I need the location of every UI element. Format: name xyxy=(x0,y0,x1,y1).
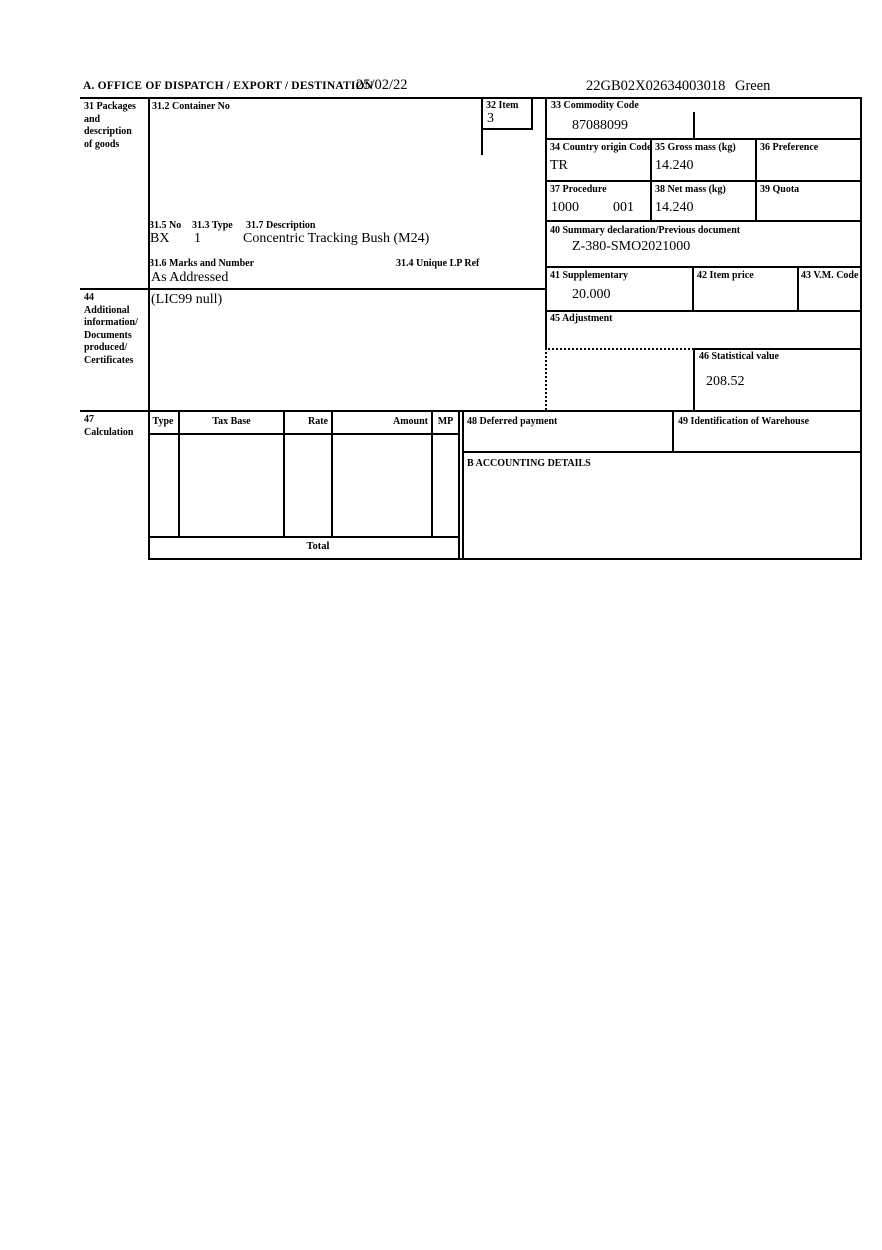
row37-bottom xyxy=(545,220,862,222)
row34-bottom xyxy=(545,180,862,182)
box47-label: 47 Calculation xyxy=(84,414,134,438)
box44-label: 44 Additional information/ Documents produced/ Certificates xyxy=(84,292,138,366)
box31-6-value: As Addressed xyxy=(151,270,229,285)
divider-48-49 xyxy=(672,412,674,453)
dotted-top-border xyxy=(545,348,694,350)
box31-6-label: 31.6 Marks and Number xyxy=(149,258,255,269)
col-amount-right xyxy=(431,412,433,538)
box39-label: 39 Quota xyxy=(760,184,800,195)
row41-bottom xyxy=(545,310,862,312)
box33-value: 87088099 xyxy=(572,118,628,133)
calc-header-taxbase: Tax Base xyxy=(212,416,251,427)
box31-4-label: 31.4 Unique LP Ref xyxy=(396,258,480,269)
box35-value: 14.240 xyxy=(655,158,694,173)
box32-value: 3 xyxy=(487,111,494,126)
divider-41-42 xyxy=(692,266,694,312)
box46-label: 46 Statistical value xyxy=(699,351,779,362)
box34-value: TR xyxy=(550,158,568,173)
box37-value-2: 001 xyxy=(613,200,634,215)
box37-label: 37 Procedure xyxy=(550,184,607,195)
calc-header-amount: Amount xyxy=(392,416,428,427)
box40-value: Z-380-SMO2021000 xyxy=(572,239,691,254)
box46-top xyxy=(693,348,862,350)
calc-body-bottom xyxy=(148,536,460,538)
box31-7-value: Concentric Tracking Bush (M24) xyxy=(243,231,430,246)
box37-value-1: 1000 xyxy=(551,200,579,215)
box49-label: 49 Identification of Warehouse xyxy=(678,416,810,427)
box31-7-label: 31.7 Description xyxy=(246,220,316,231)
box38-value: 14.240 xyxy=(655,200,694,215)
box42-label: 42 Item price xyxy=(697,270,754,281)
box31-3-label: 31.3 Type xyxy=(192,220,233,231)
box48-label: 48 Deferred payment xyxy=(467,416,558,427)
col-type-right xyxy=(178,412,180,538)
calc-header-type: Type xyxy=(152,416,174,427)
divider-42-43 xyxy=(797,266,799,312)
commodity-code-divider xyxy=(693,112,695,140)
border-top xyxy=(80,97,862,99)
box46-left xyxy=(693,348,695,412)
divider-35-36 xyxy=(755,138,757,222)
accounting-details-label: B ACCOUNTING DETAILS xyxy=(467,458,591,469)
item-box-right xyxy=(531,97,533,130)
box36-label: 36 Preference xyxy=(760,142,819,153)
box38-label: 38 Net mass (kg) xyxy=(655,184,726,195)
box40-label: 40 Summary declaration/Previous document xyxy=(550,225,741,236)
box44-value: (LIC99 null) xyxy=(151,292,223,307)
box40-bottom xyxy=(545,266,862,268)
box32-label: 32 Item xyxy=(486,100,519,111)
routing-status: Green xyxy=(735,78,771,94)
box33-label: 33 Commodity Code xyxy=(551,100,639,111)
box45-label: 45 Adjustment xyxy=(550,313,613,324)
calc-total-label: Total xyxy=(306,541,330,552)
col-taxbase-right xyxy=(283,412,285,538)
box48-left xyxy=(462,412,464,560)
box41-value: 20.000 xyxy=(572,287,611,302)
box31-5-value: BX xyxy=(150,231,170,246)
office-of-dispatch-heading: A. OFFICE OF DISPATCH / EXPORT / DESTINATION xyxy=(83,80,374,92)
border-right xyxy=(860,97,862,560)
declaration-reference: 22GB02X02634003018 xyxy=(586,78,726,94)
box41-label: 41 Supplementary xyxy=(550,270,629,281)
calc-header-rate: Rate xyxy=(308,416,328,427)
box46-value: 208.52 xyxy=(706,374,745,389)
divider-item-column xyxy=(481,97,483,155)
calc-header-bottom xyxy=(148,433,460,435)
calc-header-mp: MP xyxy=(437,416,454,427)
section47-top xyxy=(80,410,862,412)
col-rate-right xyxy=(331,412,333,538)
box31-3-value: 1 xyxy=(194,231,201,246)
box48-bottom xyxy=(462,451,862,453)
dotted-left-border xyxy=(545,348,547,410)
box31-2-label: 31.2 Container No xyxy=(152,101,230,112)
box31-label: 31 Packages and description of goods xyxy=(84,101,136,150)
box44-top xyxy=(80,288,547,290)
box33-bottom xyxy=(545,138,862,140)
box34-label: 34 Country origin Code xyxy=(550,142,652,153)
acceptance-date: 25/02/22 xyxy=(356,77,408,93)
box31-5-label: 31.5 No xyxy=(149,220,182,231)
box35-label: 35 Gross mass (kg) xyxy=(655,142,736,153)
border-bottom xyxy=(148,558,862,560)
divider-left-column xyxy=(148,97,150,560)
item-box-bottom xyxy=(481,128,533,130)
box43-label: 43 V.M. Code xyxy=(801,270,859,281)
